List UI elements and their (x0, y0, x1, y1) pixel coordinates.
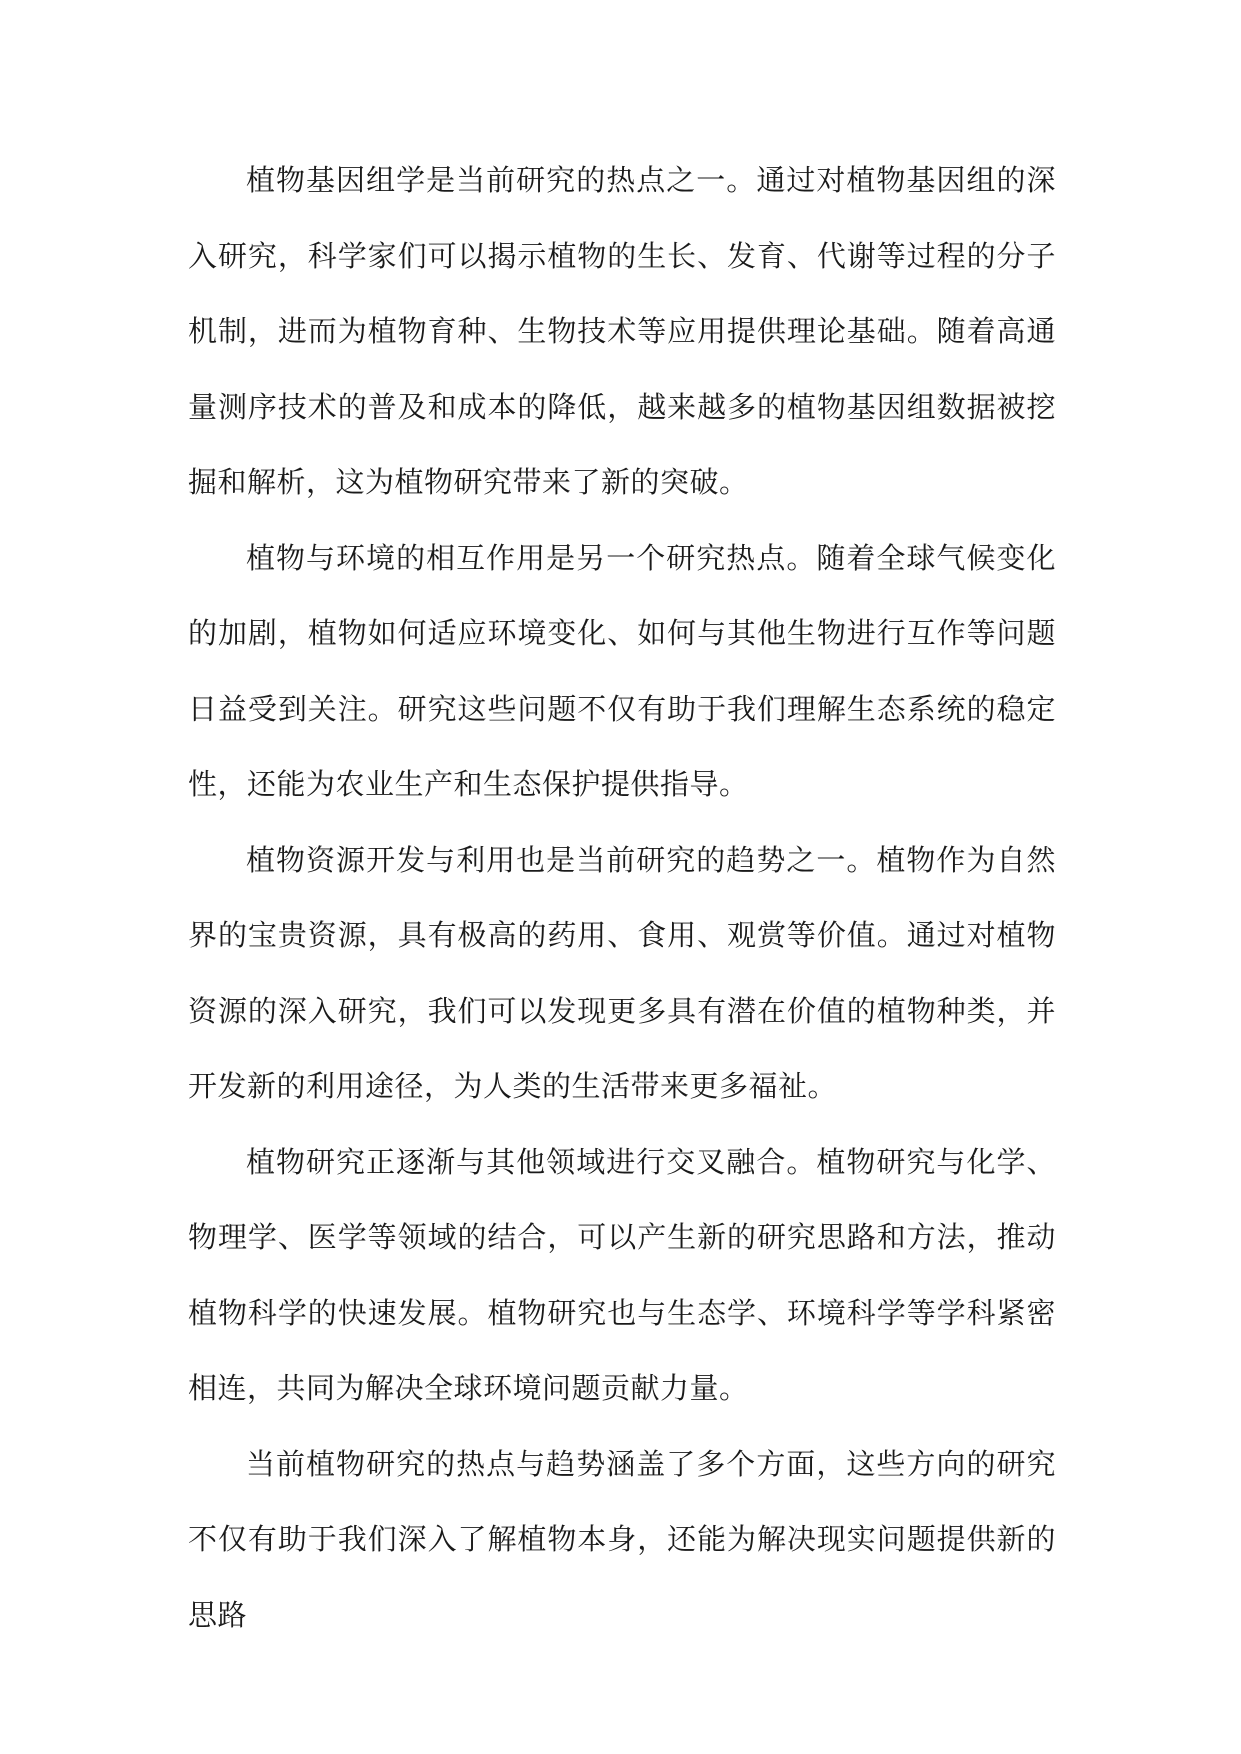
document-body (188, 143, 1056, 1653)
paragraph-1: 植物基因组学是当前研究的热点之一。通过对植物基因组的深入研究，科学家们可以揭示植物的生长、发育、代谢等过程的分子机制，进而为植物育种、生物技术等应用提供理论基础。随着高通量测序技术的普及和成本的降低，越来越多的植物基因组数据被挖掘和解析，这为植物研究带来了新的突破。 (188, 163, 1056, 499)
paragraph-2: 植物与环境的相互作用是另一个研究热点。随着全球气候变化的加剧，植物如何适应环境变化、如何与其他生物进行互作等问题日益受到关注。研究这些问题不仅有助于我们理解生态系统的稳定性，还能为农业生产和生态保护提供指导。 (188, 540, 1056, 801)
paragraph-3: 植物资源开发与利用也是当前研究的趋势之一。植物作为自然界的宝贵资源，具有极高的药用、食用、观赏等价值。通过对植物资源的深入研究，我们可以发现更多具有潜在价值的植物种类，并开发新的利用途径，为人类的生活带来更多福祉。 (188, 842, 1056, 1103)
paragraph-4: 植物研究正逐渐与其他领域进行交叉融合。植物研究与化学、物理学、医学等领域的结合，可以产生新的研究思路和方法，推动植物科学的快速发展。植物研究也与生态学、环境科学等学科紧密相连，共同为解决全球环境问题贡献力量。 (188, 1144, 1056, 1405)
paragraph-5: 当前植物研究的热点与趋势涵盖了多个方面，这些方向的研究不仅有助于我们深入了解植物本身，还能为解决现实问题提供新的思路 (188, 1446, 1056, 1632)
